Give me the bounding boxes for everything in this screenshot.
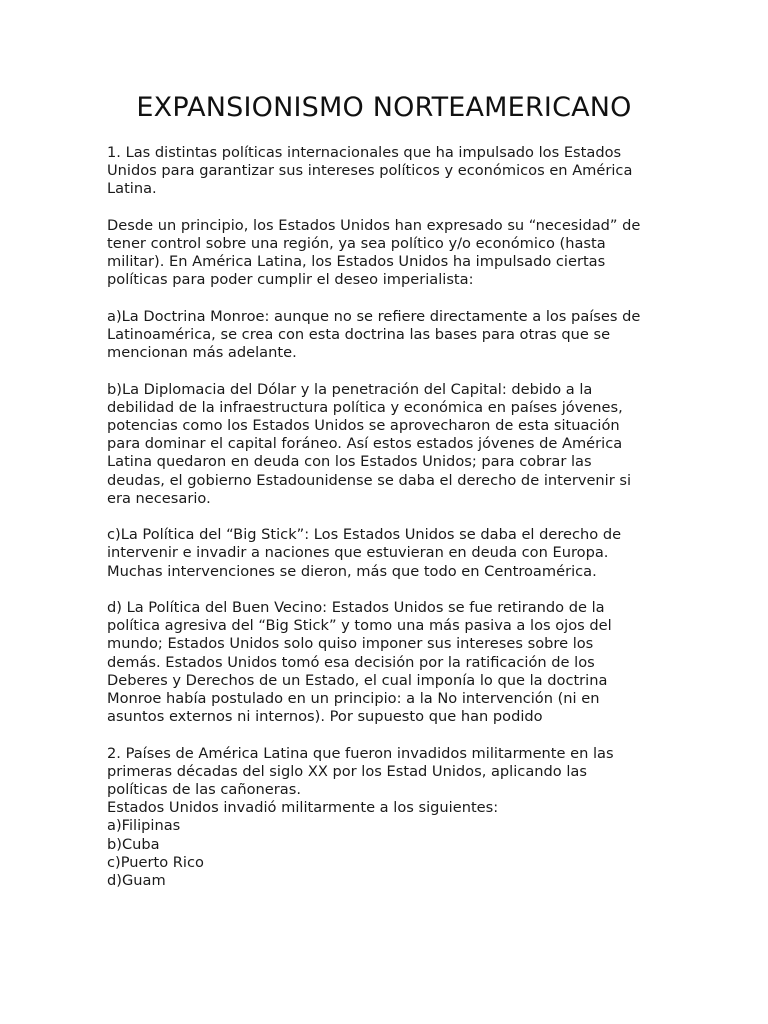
document-body [107,144,667,890]
paragraph-diplomacia-dolar: b)La Diplomacia del Dólar y la penetración del Capital: debido a la debilidad de la infraestructura política y económica en países jóvenes, potencias como los Estados Unidos se aprovecharon de esta situación para dominar el capital foráneo. Así estos estados jóvenes de América Latina quedaron en deuda con los Estados Unidos; para cobrar las deudas, el gobierno Estadounidense se daba el derecho de intervenir si era necesario. [107,380,632,507]
list-item: d)Guam [107,872,166,890]
list-item: b)Cuba [107,835,160,853]
invaded-countries-list [107,817,667,890]
paragraph-buen-vecino: d) La Política del Buen Vecino: Estados Unidos se fue retirando de la política agresiva del “Big Stick” y tomo una más pasiva a los ojos del mundo; Estados Unidos solo quiso imponer sus intereses sobre los demás. Estados Unidos tomó esa decisión por la ratificación de los Deberes y Derechos de un Estado, el cual imponía lo que la doctrina Monroe había postulado en un principio: a la No intervención (ni en asuntos externos ni internos). Por supuesto que han podido [107,599,612,726]
paragraph-big-stick: c)La Política del “Big Stick”: Los Estados Unidos se daba el derecho de intervenir e invadir a naciones que estuvieran en deuda con Europa. Muchas intervenciones se dieron, más que todo en Centroamérica. [107,526,622,580]
paragraph-question-1: 1. Las distintas políticas internacionales que ha impulsado los Estados Unidos para garantizar sus intereses políticos y económicos en América Latina. [107,144,633,198]
paragraph-doctrina-monroe: a)La Doctrina Monroe: aunque no se refiere directamente a los países de Latinoamérica, se crea con esta doctrina las bases para otras que se mencionan más adelante. [107,307,641,362]
paragraph-list-intro: Estados Unidos invadió militarmente a los siguientes: [107,799,499,817]
list-item: a)Filipinas [107,817,181,835]
paragraph-intro: Desde un principio, los Estados Unidos han expresado su “necesidad” de tener control sobre una región, ya sea político y/o económico (hasta militar). En América Latina, los Estados Unidos ha impulsado ciertas políticas para poder cumplir el deseo imperialista: [107,216,641,289]
document-title: EXPANSIONISMO NORTEAMERICANO [136,92,632,123]
list-item: c)Puerto Rico [107,853,204,871]
paragraph-question-2: 2. Países de América Latina que fueron invadidos militarmente en las primeras décadas del siglo XX por los Estad Unidos, aplicando las políticas de las cañoneras. [107,744,614,799]
